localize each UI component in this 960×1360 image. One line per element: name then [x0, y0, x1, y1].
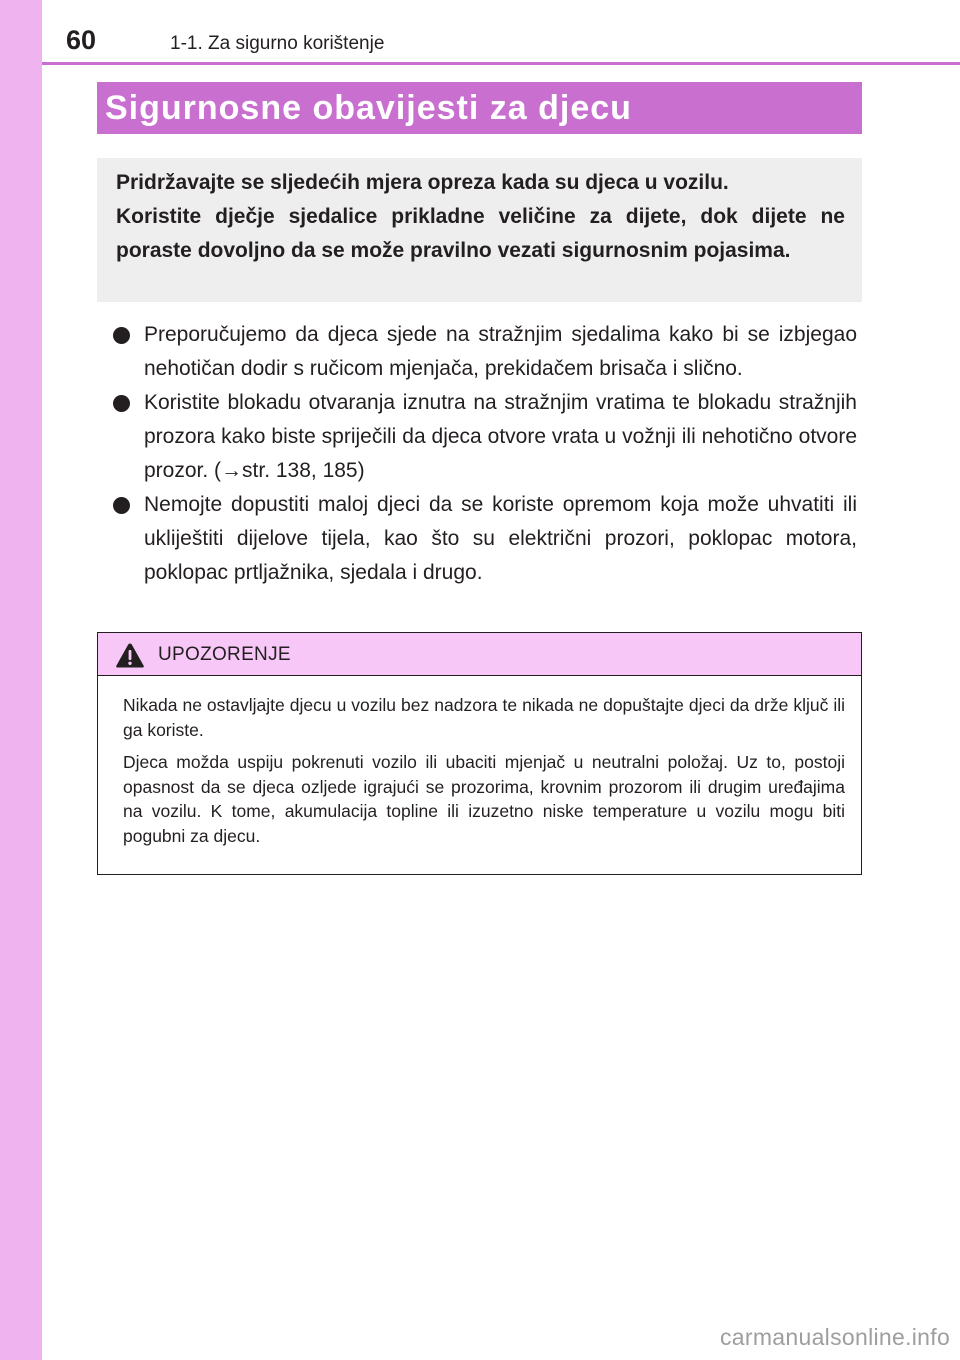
warning-paragraph-2: Djeca možda uspiju pokrenuti vozilo ili ubaciti mjenjač u neutralni položaj. Uz to, postoji opasnost da se djeca ozljede igrajući se prozorima, krovnim prozorom ili drugim uređajima na vozilu. K tome, akumulacija topline ili izuzetno niske temperature u vozilu mogu biti pogubni za djecu.	[123, 752, 845, 846]
intro-line-1: Pridržavajte se sljedećih mjera opreza kada su djeca u vozilu.	[116, 171, 729, 194]
page-number: 60	[66, 25, 97, 55]
watermark: carmanualsonline.info	[720, 1324, 951, 1350]
intro-line-2: Koristite dječje sjedalice prikladne veličine za dijete, dok dijete ne poraste dovoljno da se može pravilno vezati sigurnosnim pojasima.	[116, 205, 845, 262]
bullet-dot-icon	[113, 327, 130, 344]
warning-body	[123, 693, 845, 856]
list-item-text: Preporučujemo da djeca sjede na stražnjim sjedalima kako bi se izbjegao nehotičan dodir s ručicom mjenjača, prekidačem brisača i slično.	[144, 323, 857, 380]
section-banner	[97, 82, 862, 134]
warning-header	[98, 633, 861, 676]
section-title: Sigurnosne obavijesti za djecu	[105, 89, 632, 127]
list-item-text: Koristite blokadu otvaranja iznutra na stražnjim vratima te blokadu stražnjih prozora kako biste spriječili da djeca otvore vrata u vožnji ili nehotično otvore prozor. (→str. 138, 185)	[144, 391, 857, 482]
list-item	[97, 318, 857, 386]
chapter-title: 1-1. Za sigurno korištenje	[170, 33, 385, 54]
warning-box	[97, 632, 862, 875]
header-divider	[42, 62, 960, 65]
warning-label: UPOZORENJE	[158, 644, 291, 665]
intro-box	[97, 158, 862, 302]
precaution-list	[97, 318, 857, 590]
list-item-text: Nemojte dopustiti maloj djeci da se koriste opremom koja može uhvatiti ili ukliještiti dijelove tijela, kao što su električni prozori, poklopac motora, poklopac prtljažnika, sjedala i drugo.	[144, 493, 857, 584]
warning-triangle-icon	[115, 642, 145, 669]
bullet-dot-icon	[113, 395, 130, 412]
list-item	[97, 488, 857, 590]
bullet-dot-icon	[113, 497, 130, 514]
list-item	[97, 386, 857, 488]
warning-paragraph-1: Nikada ne ostavljajte djecu u vozilu bez nadzora te nikada ne dopuštajte djeci da drže ključ ili ga koriste.	[123, 695, 845, 740]
side-color-strip	[0, 0, 42, 1360]
